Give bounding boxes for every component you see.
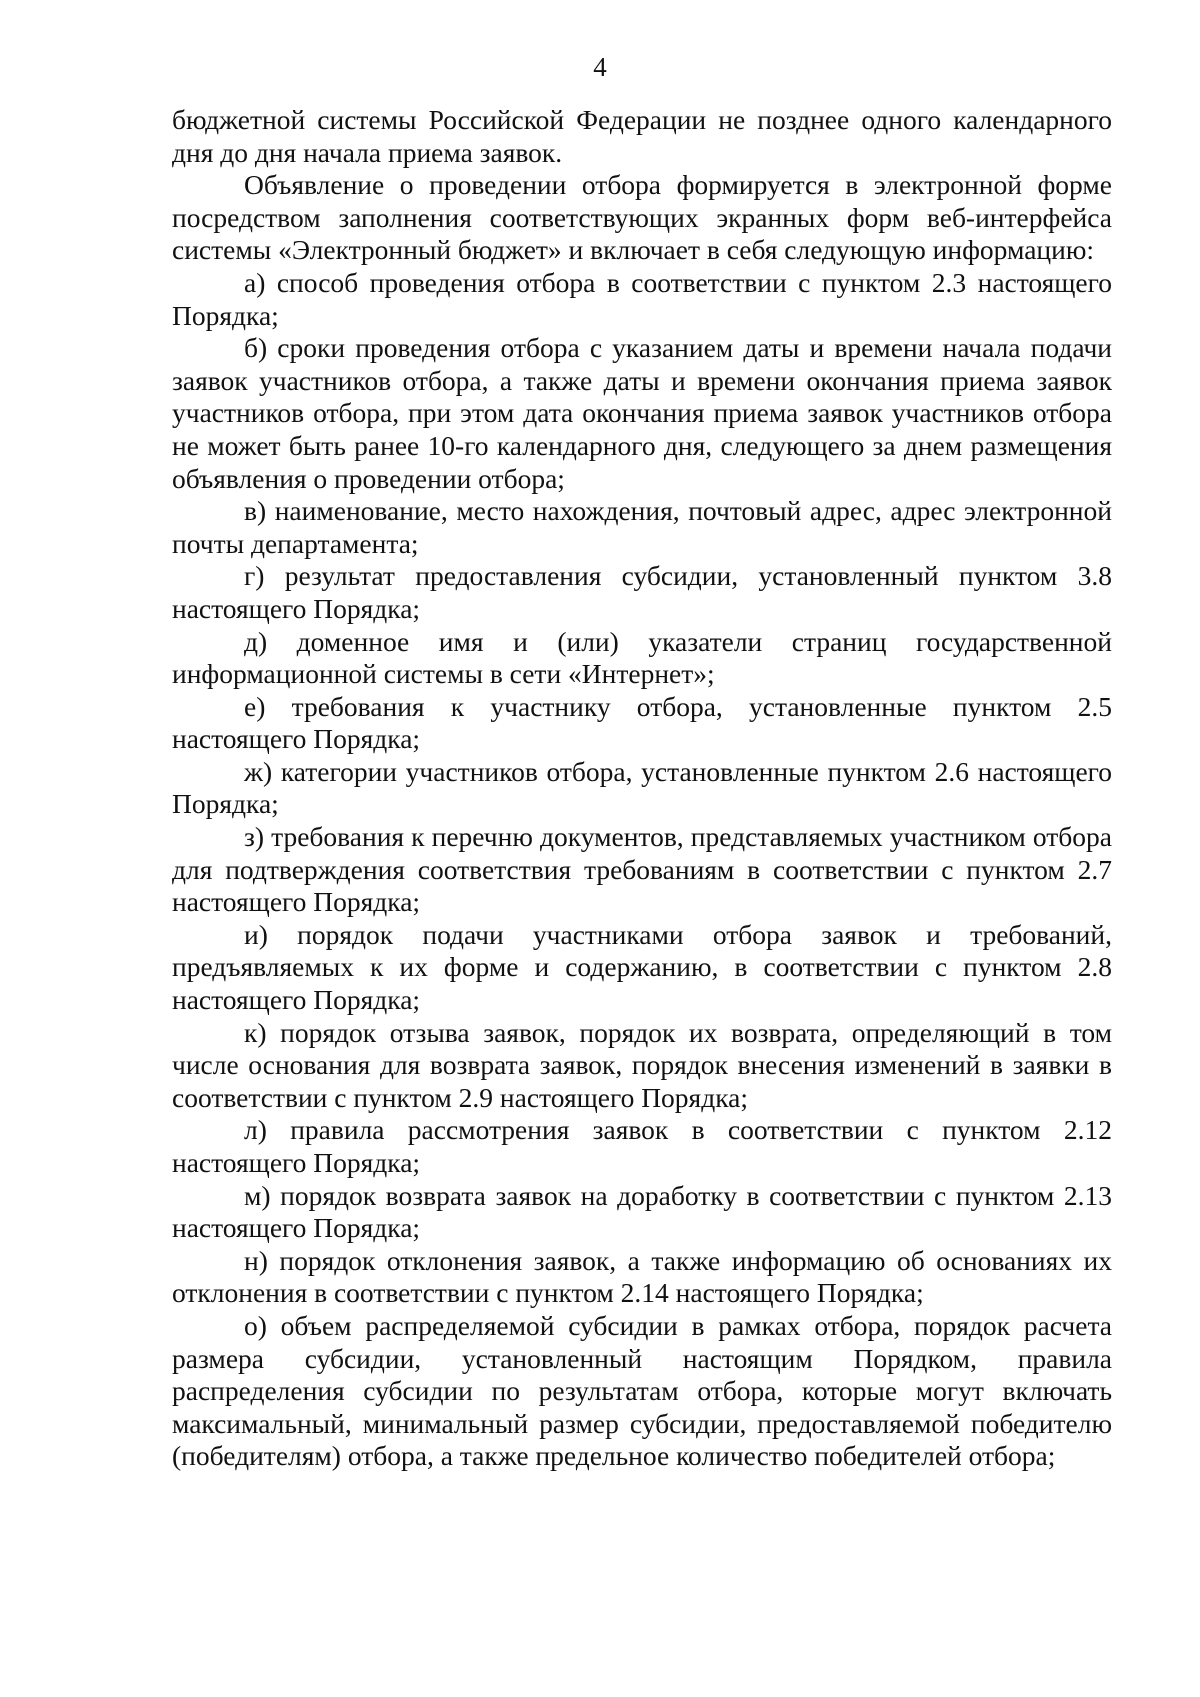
list-item-v: в) наименование, место нахождения, почтовый адрес, адрес электронной почты департамента; — [172, 495, 1112, 559]
document-body — [172, 104, 1112, 1473]
list-item-o: о) объем распределяемой субсидии в рамках отбора, порядок расчета размера субсидии, установленный настоящим Порядком, правила распределения субсидии по результатам отбора, которые могут включать максимальный, минимальный размер субсидии, предоставляемой победителю (победителям) отбора, а также предельное количество победителей отбора; — [172, 1309, 1112, 1472]
list-item-l: л) правила рассмотрения заявок в соответствии с пунктом 2.12 настоящего Порядка; — [172, 1114, 1112, 1178]
list-item-e: е) требования к участнику отбора, установленные пунктом 2.5 настоящего Порядка; — [172, 690, 1112, 755]
paragraph-continuation: бюджетной системы Российской Федерации не позднее одного календарного дня до дня начала приема заявок. — [172, 104, 1112, 168]
list-item-zh: ж) категории участников отбора, установленные пунктом 2.6 настоящего Порядка; — [172, 755, 1112, 820]
paragraph-announcement: Объявление о проведении отбора формируется в электронной форме посредством заполнения соответствующих экранных форм веб-интерфейса системы «Электронный бюджет» и включает в себя следующую информацию: — [172, 169, 1112, 266]
list-item-b: б) сроки проведения отбора с указанием даты и времени начала подачи заявок участников отбора, а также даты и времени окончания приема заявок участников отбора, при этом дата окончания приема заявок участников отбора не может быть ранее 10-го календарного дня, следующего за днем размещения объявления о проведении отбора; — [172, 332, 1112, 494]
list-item-m: м) порядок возврата заявок на доработку в соответствии с пунктом 2.13 настоящего Порядка; — [172, 1179, 1112, 1244]
list-item-g: г) результат предоставления субсидии, установленный пунктом 3.8 настоящего Порядка; — [172, 560, 1112, 624]
list-item-d: д) доменное имя и (или) указатели страниц государственной информационной системы в сети «Интернет»; — [172, 625, 1112, 690]
list-item-a: а) способ проведения отбора в соответствии с пунктом 2.3 настоящего Порядка; — [172, 266, 1112, 331]
list-item-z: з) требования к перечню документов, представляемых участником отбора для подтверждения соответствия требованиям в соответствии с пунктом 2.7 настоящего Порядка; — [172, 821, 1112, 918]
page-number: 4 — [593, 52, 607, 82]
list-item-i: и) порядок подачи участниками отбора заявок и требований, предъявляемых к их форме и содержанию, в соответствии с пунктом 2.8 настоящего Порядка; — [172, 918, 1112, 1016]
list-item-n: н) порядок отклонения заявок, а также информацию об основаниях их отклонения в соответствии с пунктом 2.14 настоящего Порядка; — [172, 1244, 1112, 1309]
list-item-k: к) порядок отзыва заявок, порядок их возврата, определяющий в том числе основания для возврата заявок, порядок внесения изменений в заявки в соответствии с пунктом 2.9 настоящего Порядка; — [172, 1016, 1112, 1113]
